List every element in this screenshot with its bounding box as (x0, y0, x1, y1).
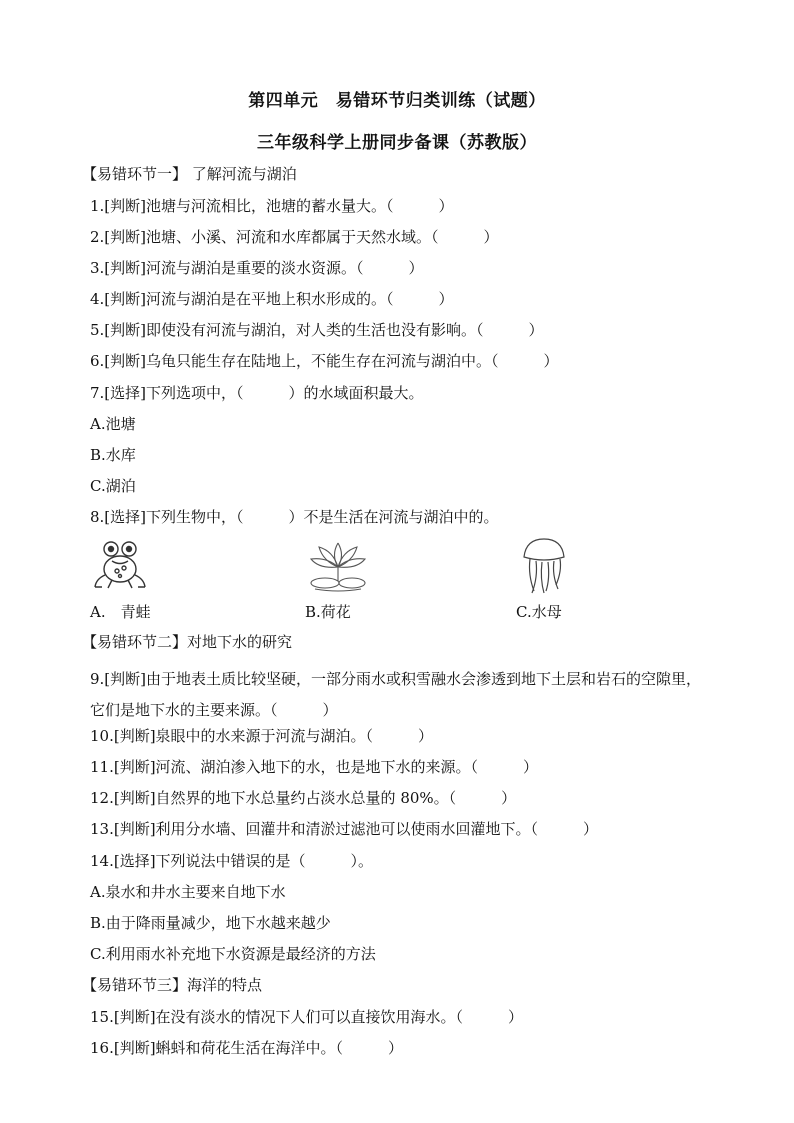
frog-icon (90, 535, 150, 591)
question-6: 6.[判断]乌龟只能生存在陆地上，不能生存在河流与湖泊中。（ ） (90, 352, 559, 370)
option-7b: B.水库 (90, 446, 136, 464)
page-subtitle: 三年级科学上册同步备课（苏教版） (257, 133, 537, 153)
question-8-options (90, 601, 650, 621)
option-8a: A. 青蛙 (90, 603, 151, 621)
question-16: 16.[判断]蝌蚪和荷花生活在海洋中。（ ） (90, 1039, 404, 1057)
question-14: 14.[选择]下列说法中错误的是（ ）。 (90, 852, 374, 870)
question-8: 8.[选择]下列生物中，（ ）不是生活在河流与湖泊中的。 (90, 508, 499, 526)
option-14a: A.泉水和井水主要来自地下水 (90, 883, 286, 901)
question-13: 13.[判断]利用分水墙、回灌井和清淤过滤池可以使雨水回灌地下。（ ） (90, 820, 599, 838)
page-title: 第四单元 易错环节归类训练（试题） (248, 91, 546, 111)
question-7: 7.[选择]下列选项中，（ ）的水域面积最大。 (90, 384, 424, 402)
section-heading-3: 【易错环节三】海洋的特点 (82, 976, 263, 994)
option-14b: B.由于降雨量减少，地下水越来越少 (90, 914, 331, 932)
question-11: 11.[判断]河流、湖泊渗入地下的水，也是地下水的来源。（ ） (90, 758, 539, 776)
question-1: 1.[判断]池塘与河流相比，池塘的蓄水量大。（ ） (90, 197, 454, 215)
option-8c: C.水母 (516, 603, 562, 621)
question-5: 5.[判断]即使没有河流与湖泊，对人类的生活也没有影响。（ ） (90, 321, 544, 339)
option-7a: A.池塘 (90, 415, 136, 433)
jellyfish-icon (516, 535, 572, 595)
lotus-icon (305, 535, 371, 593)
option-14c: C.利用雨水补充地下水资源是最经济的方法 (90, 945, 376, 963)
option-8b: B.荷花 (305, 603, 351, 621)
question-12: 12.[判断]自然界的地下水总量约占淡水总量的 80%。（ ） (90, 789, 517, 807)
question-4: 4.[判断]河流与湖泊是在平地上积水形成的。（ ） (90, 290, 454, 308)
section-heading-2: 【易错环节二】对地下水的研究 (82, 633, 293, 651)
question-15: 15.[判断]在没有淡水的情况下人们可以直接饮用海水。（ ） (90, 1008, 524, 1026)
question-3: 3.[判断]河流与湖泊是重要的淡水资源。（ ） (90, 259, 424, 277)
question-8-pictures (90, 535, 650, 597)
question-10: 10.[判断]泉眼中的水来源于河流与湖泊。（ ） (90, 727, 434, 745)
section-heading-1: 【易错环节一】 了解河流与湖泊 (82, 165, 297, 183)
question-2: 2.[判断]池塘、小溪、河流和水库都属于天然水域。（ ） (90, 228, 499, 246)
option-7c: C.湖泊 (90, 477, 136, 495)
question-9: 9.[判断]由于地表土质比较坚硬，一部分雨水或积雪融水会渗透到地下土层和岩石的空隙里，它们是地下水的主要来源。（ ） (90, 670, 702, 719)
